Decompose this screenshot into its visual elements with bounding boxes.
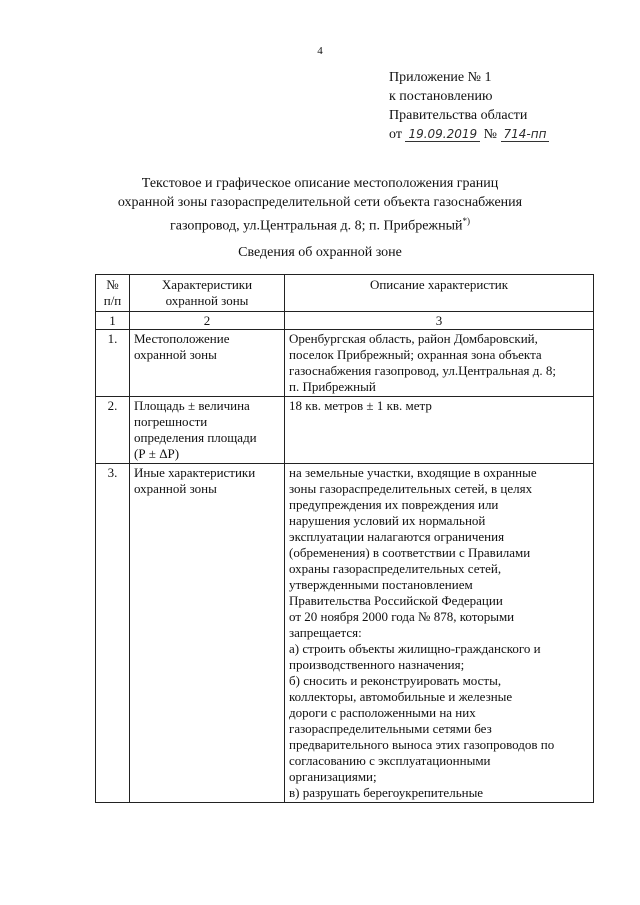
row-number: 3. <box>96 464 130 803</box>
row-characteristic <box>130 397 285 464</box>
title-line-3 <box>80 212 560 236</box>
row-description-line: организациями; <box>289 769 377 784</box>
row-description-line: охраны газораспределительных сетей, <box>289 561 502 576</box>
row-description-line: п. Прибрежный <box>289 379 376 394</box>
column-number: 2 <box>130 312 285 330</box>
appendix-line-2: к постановлению <box>389 89 493 104</box>
appendix-from-label: от <box>389 127 402 142</box>
row-description-line: коллекторы, автомобильные и железные <box>289 689 513 704</box>
row-description-line: на земельные участки, входящие в охранные <box>289 465 537 480</box>
row-description-line: 18 кв. метров ± 1 кв. метр <box>289 398 432 413</box>
row-description-line: эксплуатации налагаются ограничения <box>289 529 505 544</box>
row-characteristic-line: погрешности <box>134 414 208 429</box>
row-description-line: согласованию с эксплуатационными <box>289 753 491 768</box>
appendix-number-label: № <box>483 127 498 142</box>
header-characteristics <box>130 275 285 312</box>
row-description-line: Оренбургская область, район Домбаровский, <box>289 331 538 346</box>
row-description <box>285 330 594 397</box>
row-number: 2. <box>96 397 130 464</box>
column-number-row <box>96 312 594 330</box>
handwritten-date: 19.09.2019 <box>405 127 480 142</box>
appendix-block <box>389 68 629 144</box>
row-characteristic-line: охранной зоны <box>134 347 217 362</box>
row-description-line: производственного назначения; <box>289 657 465 672</box>
row-characteristic-line: Площадь ± величина <box>134 398 250 413</box>
row-description <box>285 397 594 464</box>
header-characteristics-line: Характеристики <box>161 277 253 292</box>
table-row <box>96 397 594 464</box>
row-description-line: а) строить объекты жилищно-гражданского и <box>289 641 541 656</box>
title-line-2: охранной зоны газораспределительной сети объекта газоснабжения <box>117 195 523 210</box>
row-characteristic-line: Иные характеристики <box>134 465 256 480</box>
header-characteristics-line: охранной зоны <box>165 293 249 308</box>
table-row <box>96 464 594 803</box>
row-description-line: б) сносить и реконструировать мосты, <box>289 673 502 688</box>
table-header-row <box>96 275 594 312</box>
zone-info-table <box>95 274 594 803</box>
row-description-line: газоснабжения газопровод, ул.Центральная д. 8; <box>289 363 557 378</box>
row-description <box>285 464 594 803</box>
header-description: Описание характеристик <box>285 275 594 312</box>
row-description-line: дороги с расположенными на них <box>289 705 476 720</box>
header-number-line: п/п <box>103 293 122 308</box>
row-description-line: зоны газораспределительных сетей, в целях <box>289 481 533 496</box>
handwritten-number: 714-пп <box>501 127 550 142</box>
appendix-line-1: Приложение № 1 <box>389 70 492 85</box>
row-description-line: нарушения условий их нормальной <box>289 513 486 528</box>
row-description-line: в) разрушать берегоукрепительные <box>289 785 484 800</box>
row-description-line: поселок Прибрежный; охранная зона объекта <box>289 347 542 362</box>
row-description-line: от 20 ноября 2000 года № 878, которыми <box>289 609 515 624</box>
appendix-line-3: Правительства области <box>389 108 528 123</box>
row-description-line: предупреждения их повреждения или <box>289 497 499 512</box>
row-description-line: (обременения) в соответствии с Правилами <box>289 545 531 560</box>
row-description-line: утвержденными постановлением <box>289 577 473 592</box>
section-subtitle: Сведения об охранной зоне <box>238 245 402 260</box>
column-number: 1 <box>96 312 130 330</box>
row-number: 1. <box>96 330 130 397</box>
row-description-line: Правительства Российской Федерации <box>289 593 503 608</box>
footnote-mark: *) <box>462 216 470 226</box>
table-row <box>96 330 594 397</box>
row-characteristic <box>130 464 285 803</box>
header-number <box>96 275 130 312</box>
row-characteristic-line: определения площади <box>134 430 257 445</box>
header-number-line: № <box>106 277 119 292</box>
row-characteristic <box>130 330 285 397</box>
document-title <box>80 174 560 236</box>
page-number: 4 <box>317 45 323 57</box>
row-characteristic-line: (Р ± ΔР) <box>134 446 180 461</box>
row-description-line: запрещается: <box>289 625 362 640</box>
row-characteristic-line: Местоположение <box>134 331 230 346</box>
appendix-date-line <box>389 125 629 144</box>
row-characteristic-line: охранной зоны <box>134 481 217 496</box>
column-number: 3 <box>285 312 594 330</box>
title-line-1: Текстовое и графическое описание местоположения границ <box>141 176 499 191</box>
title-line-3-text: газопровод, ул.Центральная д. 8; п. Прибрежный <box>170 218 463 234</box>
row-description-line: газораспределительными сетями без <box>289 721 492 736</box>
row-description-line: предварительного выноса этих газопроводов по <box>289 737 555 752</box>
